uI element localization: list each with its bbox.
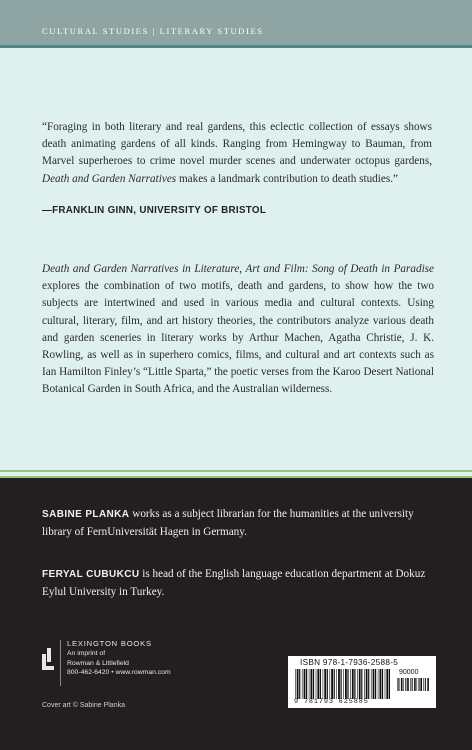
barcode-bar [389, 669, 390, 699]
bio-feryal-cubukcu [42, 566, 434, 601]
barcode-bar [371, 669, 372, 699]
barcode-bar [302, 669, 303, 699]
barcode-bar [327, 669, 328, 699]
publisher-block [42, 640, 242, 690]
quote-text-2: makes a landmark contribution to death studies.” [176, 172, 398, 185]
barcode-bar [417, 678, 418, 691]
barcode-bar [380, 669, 382, 699]
publisher-text [67, 639, 171, 678]
barcode-bar [347, 669, 348, 699]
bio-text: works as a subject librarian for the humanities at the university library of FernUniversität Hagen in Germany. [42, 508, 414, 538]
barcode-bar [357, 669, 358, 699]
barcode-bar [405, 678, 406, 691]
barcode-bar [306, 669, 307, 699]
series-line: CULTURAL STUDIES | LITERARY STUDIES [42, 26, 264, 36]
barcode-box [288, 656, 436, 708]
ean-digits: 9 781793 625885 [294, 698, 369, 706]
barcode-bar [316, 669, 317, 699]
isbn-label: ISBN 978-1-7936-2588-5 [300, 658, 399, 667]
barcode-bar [423, 678, 424, 691]
barcode-bar [382, 669, 383, 699]
barcode-bar [320, 669, 321, 699]
barcode-bar [330, 669, 331, 699]
barcode-bar [345, 669, 347, 699]
ean-barcode [294, 669, 392, 699]
barcode-bar [420, 678, 422, 691]
barcode-bar [364, 669, 365, 699]
barcode-bar [398, 678, 399, 691]
bio-sabine-planka [42, 506, 434, 541]
barcode-bar [311, 669, 313, 699]
barcode-bar [350, 669, 351, 699]
barcode-bar [401, 678, 403, 691]
publisher-name: LEXINGTON BOOKS [67, 639, 152, 648]
barcode-bar [343, 669, 344, 699]
quote-text-1: “Foraging in both literary and real gardens, this eclectic collection of essays shows death animating gardens of all kinds. Ranging from Hemingway to Bauman, from Marvel superheroes to crime novel murder scenes and underwater octopus gardens, [42, 121, 432, 168]
barcode-bar [334, 669, 335, 699]
praise-quote [42, 119, 432, 188]
barcode-bar [368, 669, 369, 699]
green-rule-top [0, 470, 472, 472]
bio-text: is head of the English language education department at Dokuz Eylul University in Turkey. [42, 568, 426, 598]
barcode-bar [385, 669, 386, 699]
bio-name: SABINE PLANKA [42, 509, 130, 520]
barcode-bar [403, 678, 404, 691]
barcode-bar [299, 669, 300, 699]
quote-book-title: Death and Garden Narratives [42, 172, 177, 185]
barcode-bar [407, 678, 409, 691]
barcode-bar [331, 669, 333, 699]
lexington-logo-icon [42, 642, 56, 670]
bio-name: FERYAL CUBUKCU [42, 569, 140, 580]
barcode-bar [323, 669, 324, 699]
barcode-bar [338, 669, 340, 699]
barcode-bar [425, 678, 426, 691]
description-body: explores the combination of two motifs, death and gardens, to show how the two subjects are intertwined and used in various media and cultural contexts. Using cultural, literary, film, and art history theories, the contributors analyze various death and garden sceneries in literary works by Arthur Machen, Agatha Christie, J. K. Rowling, as well as in superhero comics, films, and cultural and art contexts such as Ian Hamilton Finley’s “Little Sparta,” the poetic verses from the Karoo Desert National Botanical Garden in South Africa, and the Australian wilderness. [42, 280, 434, 396]
barcode-bar [359, 669, 361, 699]
barcode-bar [352, 669, 354, 699]
barcode-bar [427, 678, 429, 691]
barcode-bar [397, 678, 398, 691]
barcode-bar [341, 669, 342, 699]
publisher-parent: Rowman & Littlefield [67, 659, 129, 667]
barcode-bar [386, 669, 388, 699]
barcode-bar [317, 669, 319, 699]
description-title: Death and Garden Narratives in Literature, Art and Film: Song of Death in Paradise [42, 263, 434, 275]
publisher-imprint-line: An imprint of [67, 649, 106, 657]
publisher-divider [60, 640, 61, 686]
book-description [42, 261, 434, 399]
barcode-bar [297, 669, 299, 699]
barcode-bar [412, 678, 413, 691]
series-band [0, 0, 472, 45]
cover-art-credit: Cover art © Sabine Planka [42, 702, 125, 709]
barcode-bar [354, 669, 355, 699]
barcode-bar [336, 669, 337, 699]
quote-attribution: —FRANKLIN GINN, UNIVERSITY OF BRISTOL [42, 205, 267, 216]
barcode-bar [378, 669, 379, 699]
barcode-bar [366, 669, 368, 699]
barcode-bar [313, 669, 314, 699]
barcode-bar [419, 678, 420, 691]
barcode-bar [304, 669, 306, 699]
barcode-bar [295, 669, 296, 699]
barcode-bar [410, 678, 411, 691]
barcode-bar [309, 669, 310, 699]
barcode-bar [375, 669, 376, 699]
price-code: 90000 [399, 669, 419, 676]
publisher-contact: 800-462-6420 • www.rowman.com [67, 669, 171, 677]
barcode-bar [373, 669, 375, 699]
barcode-bar [414, 678, 416, 691]
barcode-bar [324, 669, 326, 699]
barcode-bar [361, 669, 362, 699]
